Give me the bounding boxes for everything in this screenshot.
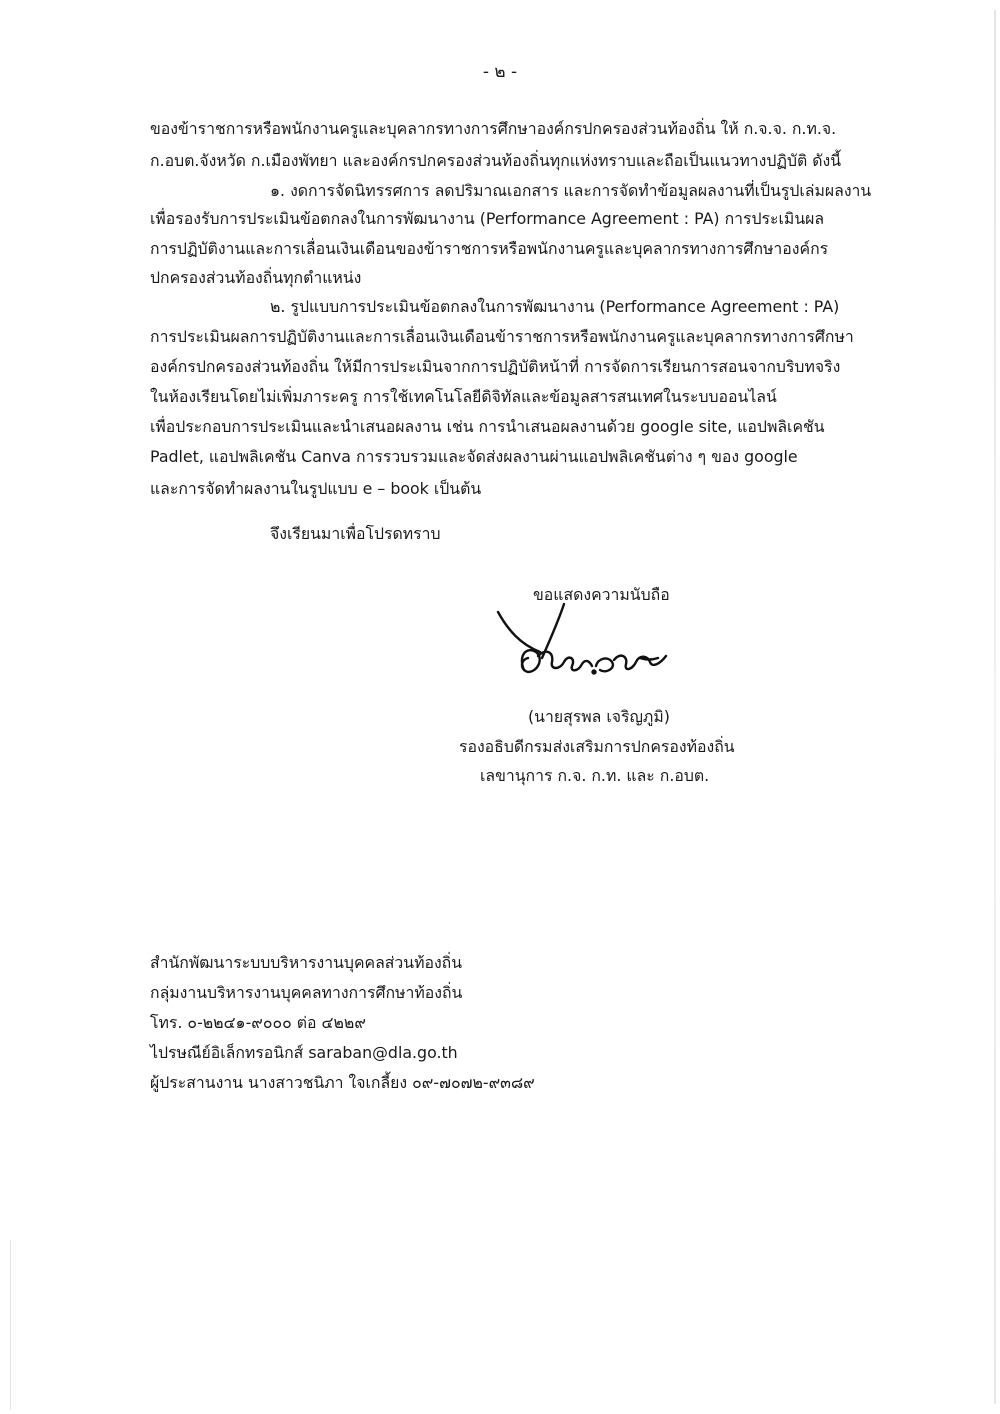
- page-number: - ๒ -: [482, 62, 518, 82]
- salutation: ขอแสดงความนับถือ: [533, 585, 670, 604]
- body-line: และการจัดทำผลงานในรูปแบบ e – book เป็นต้น: [150, 479, 482, 498]
- footer-coordinator: ผู้ประสานงาน นางสาวชนิภา ใจเกลี้ยง ๐๙-๗๐๗๒-๙๓๘๙: [150, 1073, 535, 1092]
- body-line: ๒. รูปแบบการประเมินข้อตกลงในการพัฒนางาน (Performance Agreement : PA): [270, 297, 840, 316]
- body-line: ของข้าราชการหรือพนักงานครูและบุคลากรทางการศึกษาองค์กรปกครองส่วนท้องถิ่น ให้ ก.จ.จ. ก.ท.จ.: [150, 119, 837, 138]
- body-line: เพื่อประกอบการประเมินและนำเสนอผลงาน เช่น การนำเสนอผลงานด้วย google site, แอปพลิเคชัน: [150, 417, 825, 436]
- scan-edge-left: [10, 1240, 11, 1410]
- footer-office: สำนักพัฒนาระบบบริหารงานบุคคลส่วนท้องถิ่น: [150, 953, 463, 972]
- closing-text: จึงเรียนมาเพื่อโปรดทราบ: [270, 524, 441, 543]
- body-line: ก.อบต.จังหวัด ก.เมืองพัทยา และองค์กรปกครองส่วนท้องถิ่นทุกแห่งทราบและถือเป็นแนวทางปฏิบัติ ดังนี้: [150, 151, 842, 170]
- body-line: ๑. งดการจัดนิทรรศการ ลดปริมาณเอกสาร และการจัดทำข้อมูลผลงานที่เป็นรูปเล่มผลงาน: [270, 181, 872, 200]
- footer-group: กลุ่มงานบริหารงานบุคคลทางการศึกษาท้องถิ่น: [150, 983, 463, 1002]
- signer-title: รองอธิบดีกรมส่งเสริมการปกครองท้องถิ่น: [459, 737, 735, 756]
- body-line: องค์กรปกครองส่วนท้องถิ่น ให้มีการประเมินจากการปฏิบัติหน้าที่ การจัดการเรียนการสอนจากบริบทจริง: [150, 357, 841, 376]
- scan-edge-right: [994, 10, 996, 1404]
- footer-email: ไปรษณีย์อิเล็กทรอนิกส์ saraban@dla.go.th: [150, 1043, 458, 1062]
- signer-role: เลขานุการ ก.จ. ก.ท. และ ก.อบต.: [480, 766, 710, 785]
- body-line: Padlet, แอปพลิเคชัน Canva การรวบรวมและจัดส่งผลงานผ่านแอปพลิเคชันต่าง ๆ ของ google: [150, 447, 798, 466]
- footer-phone: โทร. ๐-๒๒๔๑-๙๐๐๐ ต่อ ๔๒๒๙: [150, 1013, 366, 1032]
- body-line: ปกครองส่วนท้องถิ่นทุกตำแหน่ง: [150, 268, 362, 287]
- handwritten-signature: [490, 600, 690, 690]
- body-line: เพื่อรองรับการประเมินข้อตกลงในการพัฒนางาน (Performance Agreement : PA) การประเมินผล: [150, 209, 825, 228]
- body-line: ในห้องเรียนโดยไม่เพิ่มภาระครู การใช้เทคโนโลยีดิจิทัลและข้อมูลสารสนเทศในระบบออนไลน์: [150, 387, 777, 406]
- signer-name: (นายสุรพล เจริญภูมิ): [528, 707, 670, 726]
- body-line: การประเมินผลการปฏิบัติงานและการเลื่อนเงินเดือนข้าราชการหรือพนักงานครูและบุคลากรทางการศึกษา: [150, 327, 854, 346]
- body-line: การปฏิบัติงานและการเลื่อนเงินเดือนของข้าราชการหรือพนักงานครูและบุคลากรทางการศึกษาองค์กร: [150, 239, 829, 258]
